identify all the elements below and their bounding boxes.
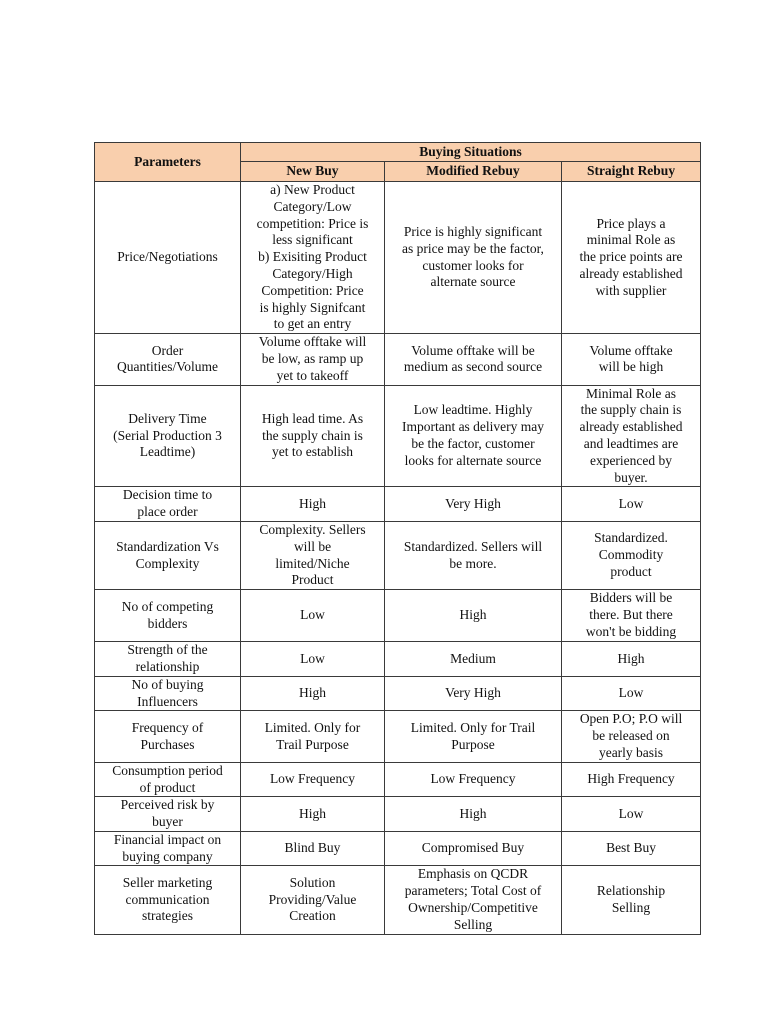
- row-new-buy-cell: Blind Buy: [241, 831, 385, 866]
- row-parameter-cell: Financial impact on buying company: [95, 831, 241, 866]
- header-buying-situations: Buying Situations: [241, 143, 701, 162]
- table-row: [95, 676, 701, 711]
- row-modified-rebuy-cell: Price is highly significant as price may be the factor, customer looks for alternate source: [385, 182, 562, 334]
- table-row: [95, 487, 701, 522]
- row-straight-rebuy-cell: Best Buy: [562, 831, 701, 866]
- row-new-buy-cell: Complexity. Sellers will be limited/Niche Product: [241, 521, 385, 589]
- row-parameter-cell: Strength of the relationship: [95, 642, 241, 677]
- row-straight-rebuy-cell: Standardized. Commodity product: [562, 521, 701, 589]
- row-straight-rebuy-cell: Low: [562, 487, 701, 522]
- row-parameter-cell: Consumption period of product: [95, 762, 241, 797]
- row-modified-rebuy-cell: Very High: [385, 676, 562, 711]
- row-modified-rebuy-cell: Low Frequency: [385, 762, 562, 797]
- row-new-buy-cell: Volume offtake will be low, as ramp up yet to takeoff: [241, 334, 385, 385]
- row-straight-rebuy-cell: Minimal Role as the supply chain is already established and leadtimes are experienced by buyer.: [562, 385, 701, 487]
- table-row: [95, 334, 701, 385]
- row-straight-rebuy-cell: Bidders will be there. But there won't be bidding: [562, 590, 701, 642]
- row-straight-rebuy-cell: Low: [562, 676, 701, 711]
- row-new-buy-cell: High: [241, 676, 385, 711]
- table-row: [95, 385, 701, 487]
- table-row: [95, 866, 701, 934]
- row-new-buy-cell: High: [241, 797, 385, 832]
- row-new-buy-cell: Solution Providing/Value Creation: [241, 866, 385, 934]
- row-new-buy-cell: Limited. Only for Trail Purpose: [241, 711, 385, 762]
- row-modified-rebuy-cell: Medium: [385, 642, 562, 677]
- row-straight-rebuy-cell: Price plays a minimal Role as the price points are already established with supplier: [562, 182, 701, 334]
- row-straight-rebuy-cell: Relationship Selling: [562, 866, 701, 934]
- row-new-buy-cell: High lead time. As the supply chain is yet to establish: [241, 385, 385, 487]
- row-modified-rebuy-cell: Emphasis on QCDR parameters; Total Cost of Ownership/Competitive Selling: [385, 866, 562, 934]
- row-straight-rebuy-cell: Open P.O; P.O will be released on yearly basis: [562, 711, 701, 762]
- row-parameter-cell: No of buying Influencers: [95, 676, 241, 711]
- row-straight-rebuy-cell: High Frequency: [562, 762, 701, 797]
- table-row: [95, 182, 701, 334]
- row-new-buy-cell: Low: [241, 642, 385, 677]
- buying-situations-table: [94, 142, 701, 935]
- row-modified-rebuy-cell: Volume offtake will be medium as second source: [385, 334, 562, 385]
- row-modified-rebuy-cell: Compromised Buy: [385, 831, 562, 866]
- table-row: [95, 711, 701, 762]
- header-modified-rebuy: Modified Rebuy: [385, 162, 562, 182]
- row-modified-rebuy-cell: Low leadtime. Highly Important as delivery may be the factor, customer looks for alternate source: [385, 385, 562, 487]
- row-straight-rebuy-cell: Low: [562, 797, 701, 832]
- row-straight-rebuy-cell: High: [562, 642, 701, 677]
- row-parameter-cell: Frequency of Purchases: [95, 711, 241, 762]
- row-straight-rebuy-cell: Volume offtake will be high: [562, 334, 701, 385]
- row-parameter-cell: Delivery Time (Serial Production 3 Leadtime): [95, 385, 241, 487]
- row-new-buy-cell: Low: [241, 590, 385, 642]
- row-new-buy-cell: a) New Product Category/Low competition: Price is less significant b) Exisiting Product Category/High Competition: Price is highly Signifcant to get an entry: [241, 182, 385, 334]
- row-parameter-cell: Decision time to place order: [95, 487, 241, 522]
- header-straight-rebuy: Straight Rebuy: [562, 162, 701, 182]
- row-modified-rebuy-cell: Limited. Only for Trail Purpose: [385, 711, 562, 762]
- row-modified-rebuy-cell: High: [385, 590, 562, 642]
- row-parameter-cell: Perceived risk by buyer: [95, 797, 241, 832]
- table-row: [95, 762, 701, 797]
- row-parameter-cell: No of competing bidders: [95, 590, 241, 642]
- row-parameter-cell: Order Quantities/Volume: [95, 334, 241, 385]
- header-parameters: Parameters: [95, 143, 241, 182]
- table-row: [95, 521, 701, 589]
- header-new-buy: New Buy: [241, 162, 385, 182]
- table-row: [95, 590, 701, 642]
- table-row: [95, 797, 701, 832]
- table-row: [95, 642, 701, 677]
- row-modified-rebuy-cell: High: [385, 797, 562, 832]
- row-parameter-cell: Standardization Vs Complexity: [95, 521, 241, 589]
- row-parameter-cell: Seller marketing communication strategies: [95, 866, 241, 934]
- row-modified-rebuy-cell: Very High: [385, 487, 562, 522]
- row-new-buy-cell: Low Frequency: [241, 762, 385, 797]
- row-modified-rebuy-cell: Standardized. Sellers will be more.: [385, 521, 562, 589]
- row-new-buy-cell: High: [241, 487, 385, 522]
- table-row: [95, 831, 701, 866]
- row-parameter-cell: Price/Negotiations: [95, 182, 241, 334]
